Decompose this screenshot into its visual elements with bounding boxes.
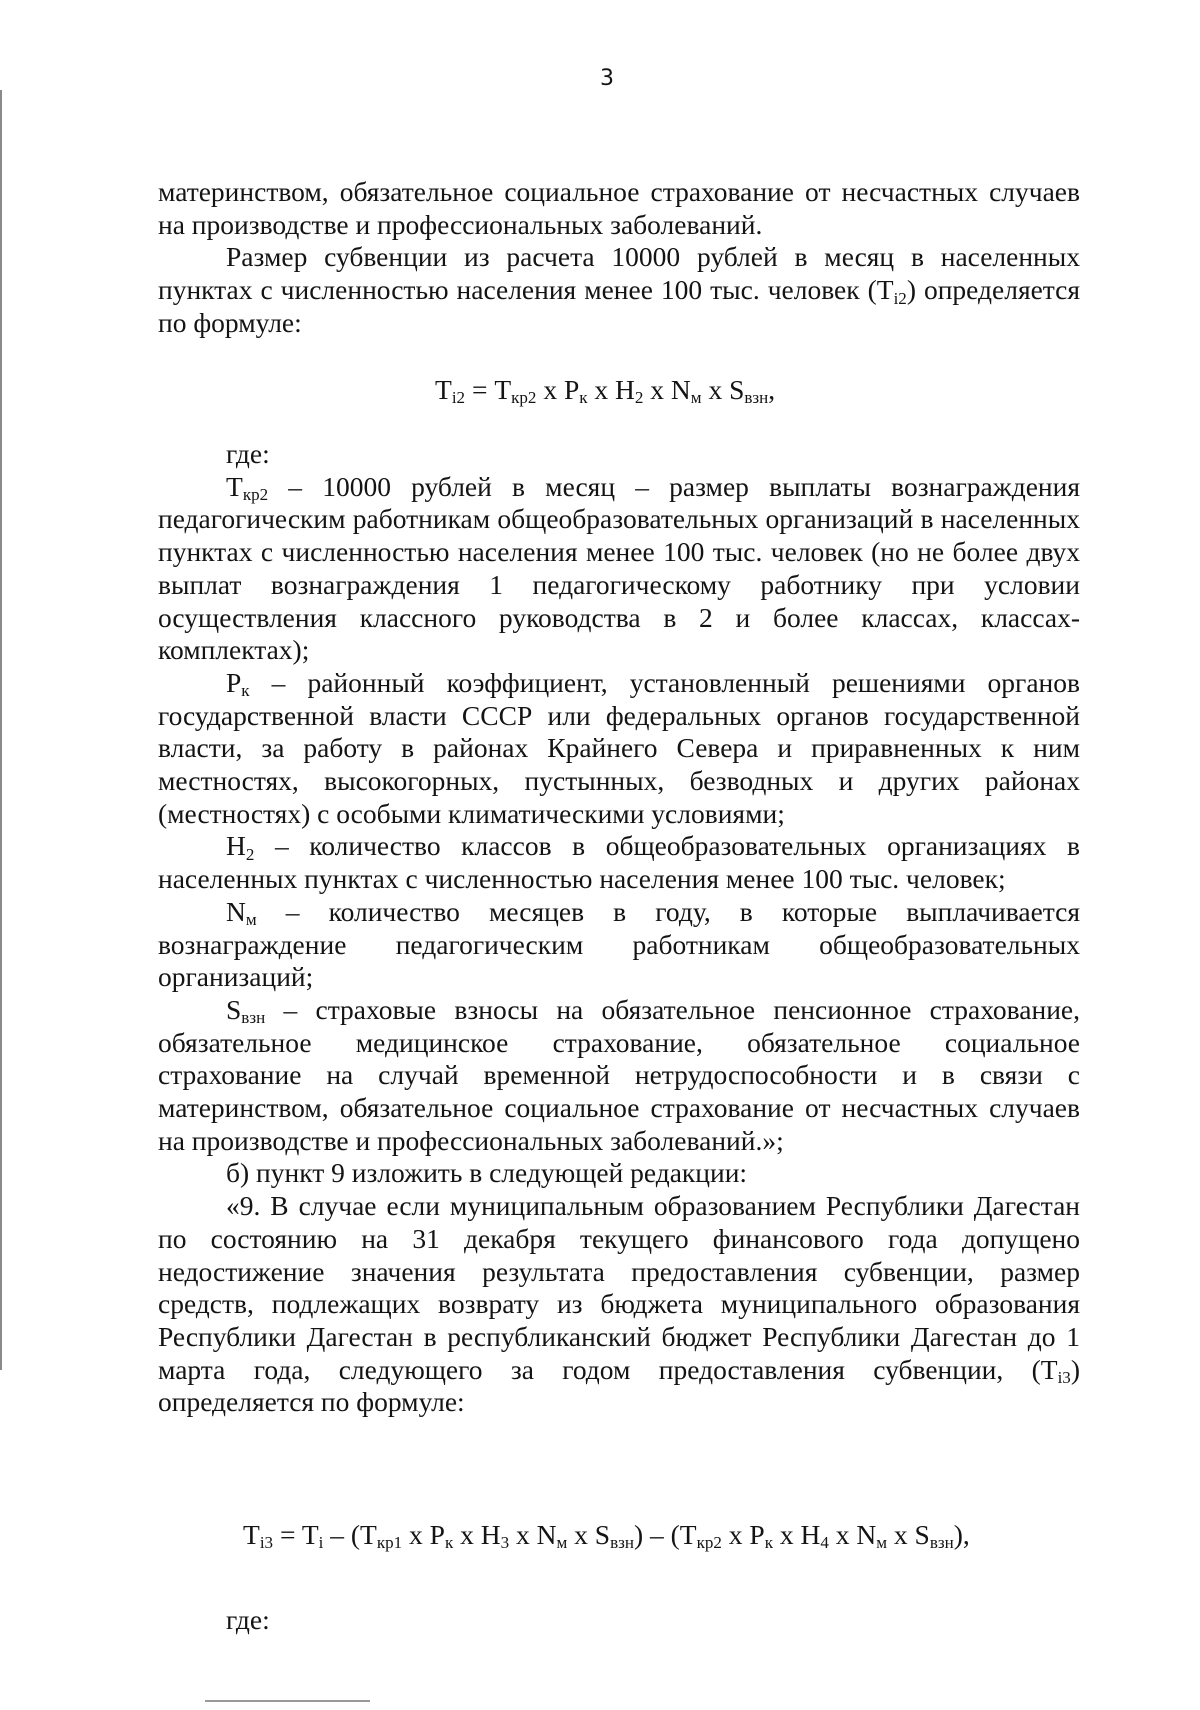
paragraph-where-bottom: где:	[226, 1604, 270, 1635]
page-number: 3	[600, 66, 614, 91]
definition-svzn: $S_{взн}$ – страховые взносы на обязательное пенсионное страхование, обязательное медицинское страхование, обязательное социальное страхование на случай временной нетрудоспособности и в связи с материнством, обязательное социальное страхование от несчастных случаев на производстве и профессиональных заболеваний.»;	[158, 993, 1080, 1156]
paragraph-where: где:	[226, 438, 270, 469]
paragraph-point-9: «9. В случае если муниципальным образованием Республики Дагестан по состоянию на 31 декабря текущего финансового года допущено недостижение значения результата предоставления субвенции, размер средств, подлежащих возврату из бюджета муниципального образования Республики Дагестан в республиканский бюджет Республики Дагестан до 1 марта года, следующего за годом предоставления субвенции, $(T_{i3})$ определяется по формуле:	[158, 1190, 1080, 1418]
text-block-definitions	[158, 438, 1080, 1419]
paragraph-point-9-intro: б) пункт 9 изложить в следующей редакции:	[226, 1157, 748, 1189]
scan-edge-line	[0, 90, 2, 1370]
definition-nm: $N_м$ – количество месяцев в году, в которые выплачивается вознаграждение педагогическим работникам общеобразовательных организаций;	[158, 895, 1080, 993]
paragraph-insurance-end: материнством, обязательное социальное страхование от несчастных случаев на производстве и профессиональных заболеваний.	[158, 176, 1080, 240]
text-block-top	[158, 176, 1080, 340]
text-block-bottom	[158, 1604, 1080, 1637]
paragraph-subvention-size: Размер субвенции из расчета 10000 рублей в месяц в населенных пунктах с численностью населения менее 100 тыс. человек $(T_{i2})$ определяется по формуле:	[158, 241, 1081, 338]
bottom-edge-line	[205, 1700, 370, 1702]
definition-rk: $Р_к$ – районный коэффициент, установленный решениями органов государственной власти СССР или федеральных органов государственной власти, за работу в районах Крайнего Севера и приравненных к ним местностях, высокогорных, пустынных, безводных и других районах (местностях) с особыми климатическими условиями;	[158, 666, 1080, 829]
definition-h2: $Н_2$ – количество классов в общеобразовательных организациях в населенных пунктах с численностью населения менее 100 тыс. человек;	[158, 830, 1080, 895]
definition-tkr2: $Т_{кр2} - 10000$ рублей в месяц – размер выплаты вознаграждения педагогическим работникам общеобразовательных организаций в населенных пунктах с численностью населения менее 100 тыс. человек (но не более двух выплат вознаграждения 1 педагогическому работнику при условии осуществления классного руководства в 2 и более классах, классах-комплектах);	[158, 470, 1080, 666]
formula-ti2: $T_{i2} = Т_{кр2}$ х $Р_к$ х $Н_2$ х $N_м$ х $S_{взн}$,	[435, 374, 776, 408]
formula-ti3: $T_{i3} = T_i - (Т_{кр1}$ х $Р_к$ х $Н_3$ х $N_м$ х $S_{взн}) - (Т_{кр2}$ х $Р_к$ х $Н_4$ х $N_м$ х $S_{взн}$),	[243, 1519, 970, 1553]
